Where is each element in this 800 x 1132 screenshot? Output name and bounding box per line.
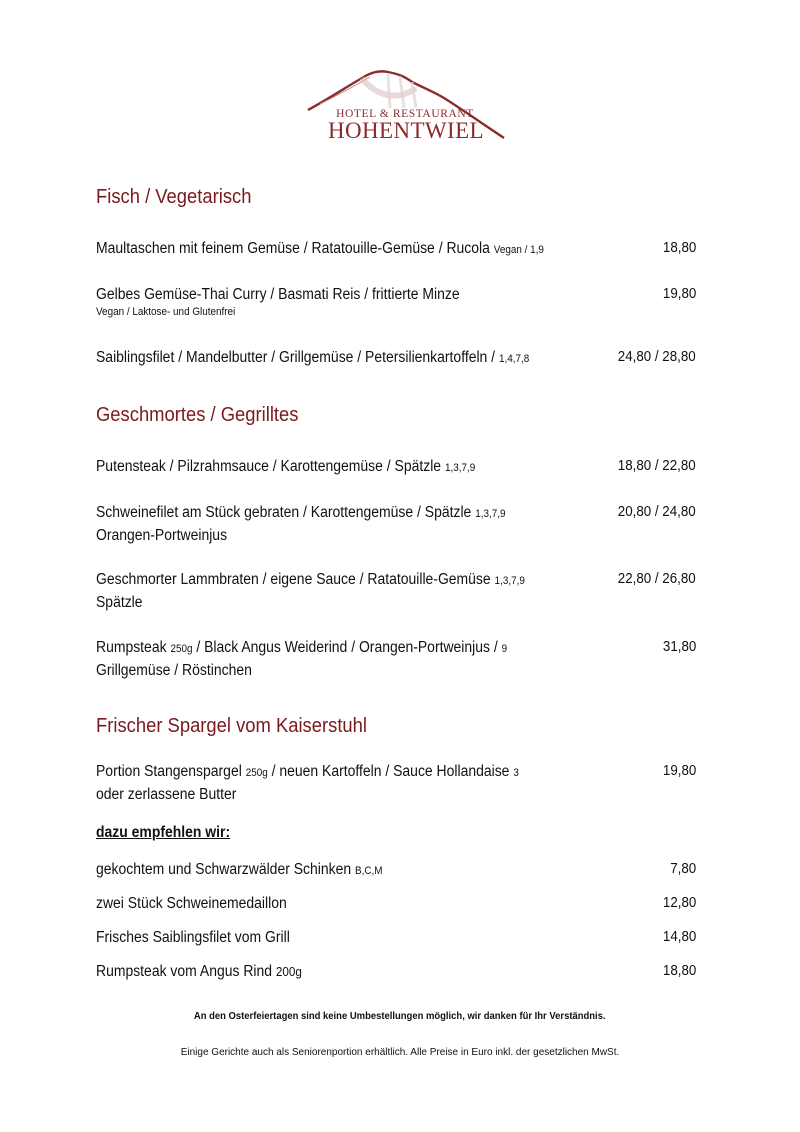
menu-item (96, 502, 696, 546)
menu-item (96, 569, 696, 613)
side-item (96, 893, 696, 914)
item-price: 31,80 (662, 639, 696, 655)
item-description: Gelbes Gemüse-Thai Curry / Basmati Reis / frittierte Minze (96, 286, 460, 303)
item-description-line2: Orangen-Portweinjus (96, 527, 228, 544)
item-description: Saiblingsfilet / Mandelbutter / Grillgemüse / Petersilienkartoffeln / (96, 349, 496, 366)
item-note: 1,4,7,8 (498, 353, 530, 365)
item-description: Putensteak / Pilzrahmsauce / Karottengemüse / Spätzle (96, 458, 442, 475)
item-note: 1,3,7,9 (475, 508, 506, 520)
item-price: 24,80 / 28,80 (618, 349, 696, 365)
section-title-geschmortes: Geschmortes / Gegrilltes (96, 404, 299, 426)
item-subnote: Vegan / Laktose- und Glutenfrei (96, 306, 236, 318)
item-note: 3 (513, 767, 519, 779)
menu-item (96, 284, 696, 320)
logo-subtitle: HOTEL & RESTAURANT (336, 108, 474, 120)
holiday-notice (0, 1010, 800, 1022)
item-description: Portion Stangenspargel (96, 763, 242, 780)
item-price: 14,80 (662, 929, 696, 945)
item-description: Rumpsteak (96, 639, 167, 656)
price-notice: Einige Gerichte auch als Seniorenportion erhältlich. Alle Preise in Euro inkl. der gesetzlichen MwSt. (180, 1047, 620, 1058)
item-description: zwei Stück Schweinemedaillon (96, 895, 287, 912)
item-description-rest: / neuen Kartoffeln / Sauce Hollandaise (271, 763, 510, 780)
item-price: 19,80 (662, 763, 696, 779)
recommend-heading: dazu empfehlen wir: (96, 824, 231, 841)
item-note: Vegan / 1,9 (493, 244, 544, 256)
item-weight: 250g (245, 767, 268, 779)
section-title-fisch: Fisch / Vegetarisch (96, 186, 252, 208)
side-item (96, 927, 696, 948)
item-price: 22,80 / 26,80 (618, 571, 696, 587)
item-description-line2: oder zerlassene Butter (96, 786, 237, 803)
menu-item (96, 761, 696, 805)
item-description: Frisches Saiblingsfilet vom Grill (96, 929, 290, 946)
holiday-notice-text: An den Osterfeiertagen sind keine Umbestellungen möglich, wir danken für Ihr Verständnis. (194, 1010, 606, 1022)
item-note: 1,3,7,9 (444, 462, 476, 474)
item-description: Rumpsteak vom Angus Rind (96, 963, 273, 980)
item-description: Schweinefilet am Stück gebraten / Karottengemüse / Spätzle (96, 504, 472, 521)
hotel-logo (300, 64, 512, 146)
item-description-line2: Spätzle (96, 594, 143, 611)
item-note: B,C,M (355, 865, 383, 877)
item-price: 12,80 (662, 895, 696, 911)
item-price: 18,80 (662, 240, 696, 256)
menu-item (96, 637, 696, 681)
menu-item (96, 347, 696, 370)
menu-item (96, 238, 696, 261)
item-description: Geschmorter Lammbraten / eigene Sauce / Ratatouille-Gemüse (96, 571, 491, 588)
item-description-line2: Grillgemüse / Röstinchen (96, 662, 252, 679)
item-weight: 250g (170, 643, 193, 655)
item-price: 7,80 (670, 861, 696, 877)
side-item (96, 961, 696, 982)
item-description: gekochtem und Schwarzwälder Schinken (96, 861, 352, 878)
item-description: Maultaschen mit feinem Gemüse / Ratatouille-Gemüse / Rucola (96, 240, 490, 257)
side-item (96, 859, 696, 882)
item-price: 19,80 (662, 286, 696, 302)
item-note: 1,3,7,9 (494, 575, 525, 587)
item-price: 18,80 (662, 963, 696, 979)
item-weight: 200g (275, 964, 302, 979)
logo-title: HOHENTWIEL (327, 118, 484, 143)
item-description-rest: / Black Angus Weiderind / Orangen-Portweinjus / (196, 639, 498, 656)
item-note: 9 (501, 643, 508, 655)
item-price: 20,80 / 24,80 (618, 504, 696, 520)
section-title-spargel: Frischer Spargel vom Kaiserstuhl (96, 715, 367, 737)
menu-item (96, 456, 696, 479)
item-price: 18,80 / 22,80 (618, 458, 696, 474)
